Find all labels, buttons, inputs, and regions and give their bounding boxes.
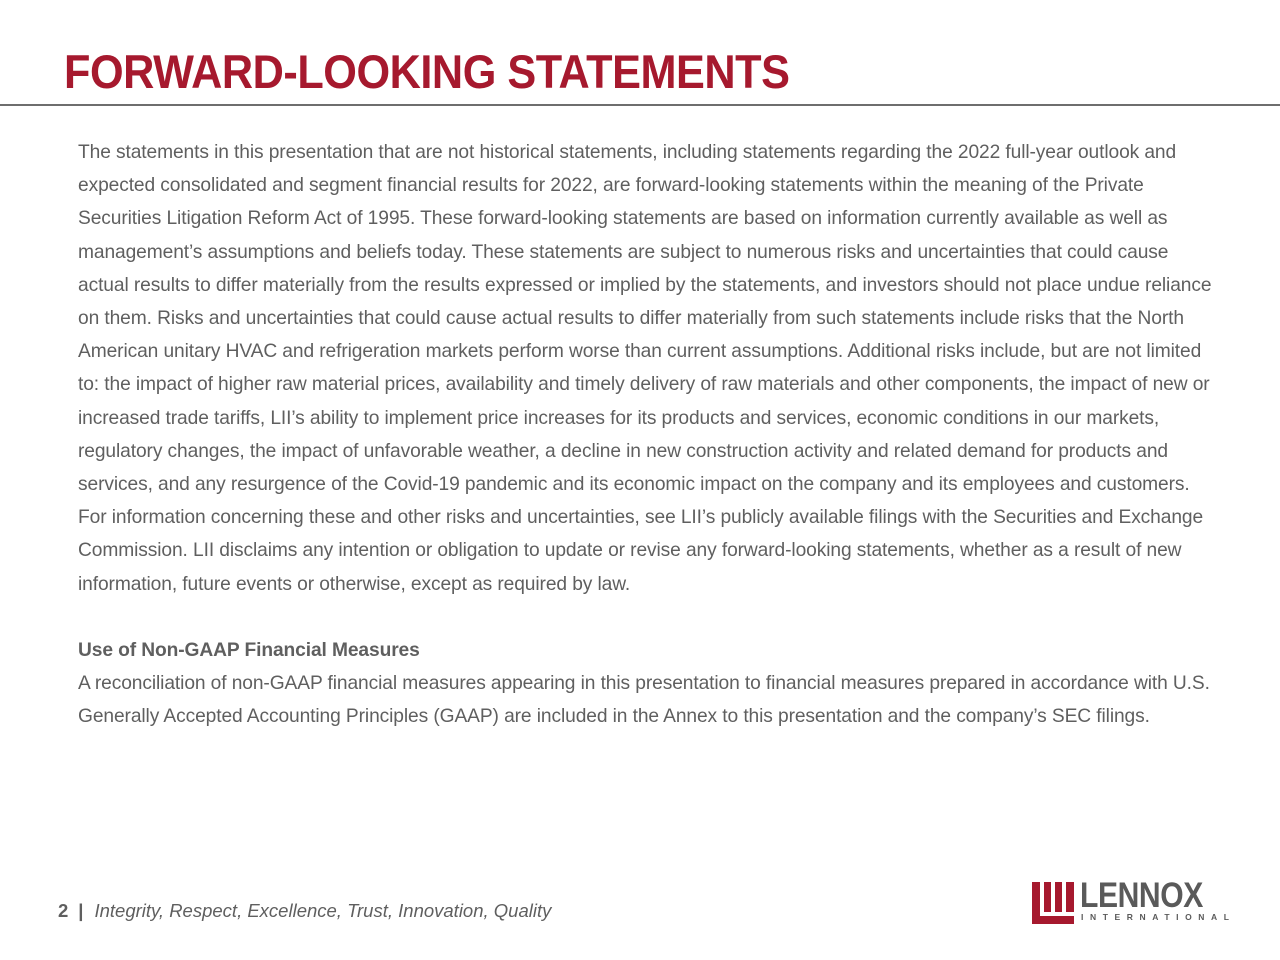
lennox-mark-icon [1032,882,1074,924]
logo-subtitle: INTERNATIONAL [1081,912,1236,922]
slide-body [78,136,1218,734]
footer-tagline: Integrity, Respect, Excellence, Trust, Innovation, Quality [94,900,552,921]
slide-title: FORWARD-LOOKING STATEMENTS [64,45,790,98]
forward-looking-paragraph: The statements in this presentation that are not historical statements, including statements regarding the 2022 full-year outlook and expected consolidated and segment financial results for 2022, are forward-looking statements within the meaning of the Private Securities Litigation Reform Act of 1995. These forward-looking statements are based on information currently available as well as management’s assumptions and beliefs today. These statements are subject to numerous risks and uncertainties that could cause actual results to differ materially from the results expressed or implied by the statements, and investors should not place undue reliance on them. Risks and uncertainties that could cause actual results to differ materially from such statements include risks that the North American unitary HVAC and refrigeration markets perform worse than current assumptions. Additional risks include, but are not limited to: the impact of higher raw material prices, availability and timely delivery of raw materials and other components, the impact of new or increased trade tariffs, LII’s ability to implement price increases for its products and services, economic conditions in our markets, regulatory changes, the impact of unfavorable weather, a decline in new construction activity and related demand for products and services, and any resurgence of the Covid-19 pandemic and its economic impact on the company and its employees and customers. For information concerning these and other risks and uncertainties, see LII’s publicly available filings with the Securities and Exchange Commission. LII disclaims any intention or obligation to update or revise any forward-looking statements, whether as a result of new information, future events or otherwise, except as required by law. [78,142,1212,595]
logo-wordmark: LENNOX [1080,876,1203,915]
paragraph-spacer [78,601,1218,634]
page-number: 2 [58,900,69,921]
footer-separator: | [78,900,84,921]
slide-footer [58,896,551,926]
non-gaap-paragraph: A reconciliation of non-GAAP financial measures appearing in this presentation to financial measures prepared in accordance with U.S. Generally Accepted Accounting Principles (GAAP) are included in the Annex to this presentation and the company’s SEC filings. [78,673,1210,728]
non-gaap-heading: Use of Non-GAAP Financial Measures [78,640,420,662]
lennox-logo [1032,876,1236,924]
title-divider [0,104,1280,106]
